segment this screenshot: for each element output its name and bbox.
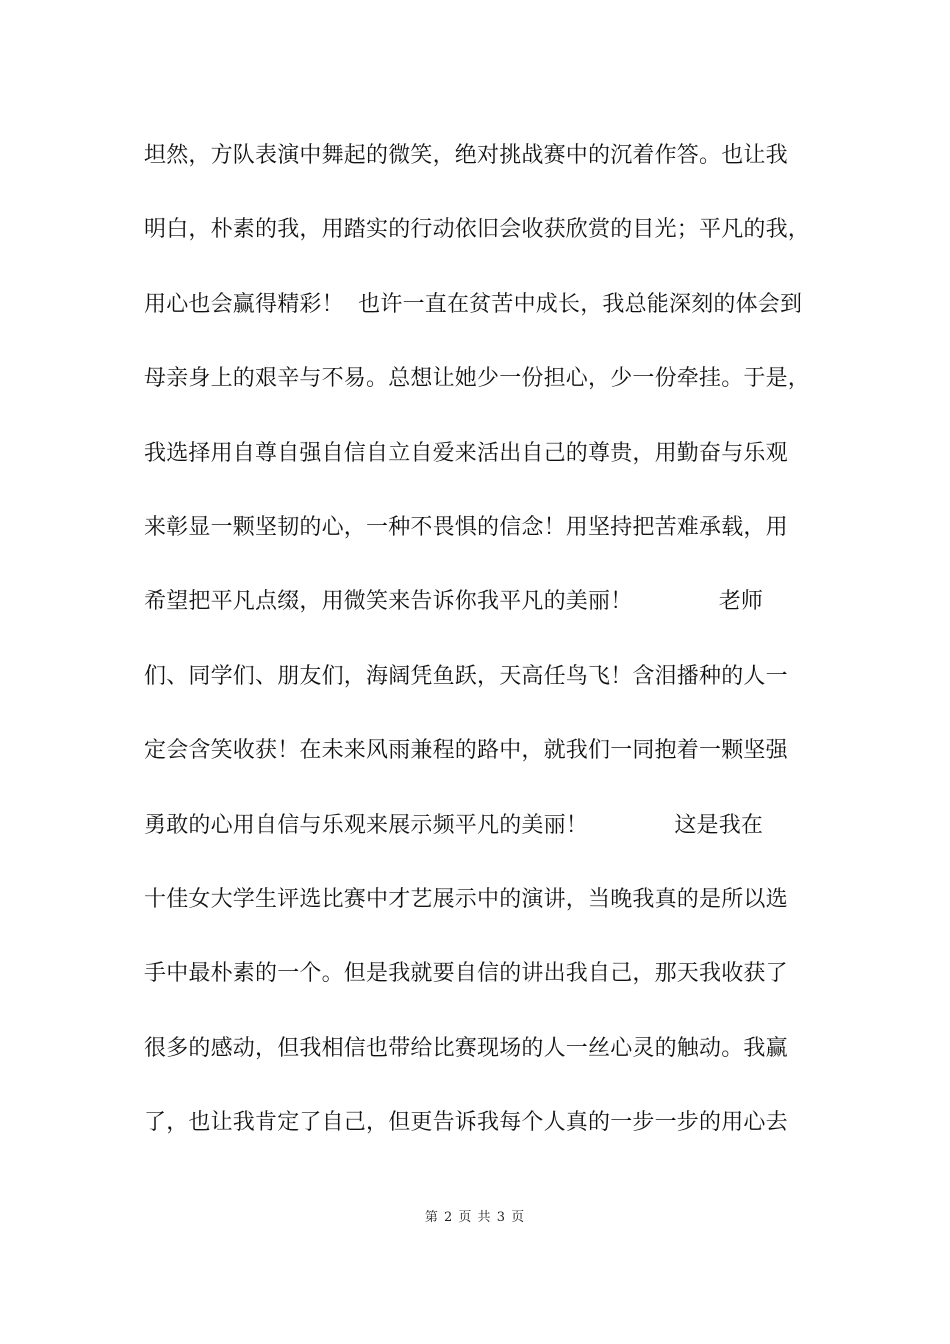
text-line: 母亲身上的艰辛与不易。总想让她少一份担心，少一份牵挂。于是， [144, 366, 811, 392]
text-line: 很多的感动，但我相信也带给比赛现场的人一丝心灵的触动。我赢 [144, 1035, 788, 1061]
text-line: 手中最朴素的一个。但是我就要自信的讲出我自己，那天我收获了 [144, 961, 788, 987]
body-text [144, 138, 824, 1179]
page-footer: 第 2 页 共 3 页 [424, 1210, 526, 1225]
text-line: 用心也会赢得精彩！ 也许一直在贫苦中成长，我总能深刻的体会到 [144, 291, 803, 317]
text-line: 们、同学们、朋友们，海阔凭鱼跃，天高任鸟飞！含泪播种的人一 [144, 663, 788, 689]
text-line: 坦然，方队表演中舞起的微笑，绝对挑战赛中的沉着作答。也让我 [144, 143, 788, 168]
text-line: 定会含笑收获！在未来风雨兼程的路中，就我们一同抱着一颗坚强 [144, 738, 788, 764]
text-line: 来彰显一颗坚韧的心，一种不畏惧的信念！用坚持把苦难承载，用 [144, 514, 788, 540]
text-line: 明白，朴素的我，用踏实的行动依旧会收获欣赏的目光；平凡的我， [144, 217, 811, 243]
text-line: 希望把平凡点缀，用微笑来告诉你我平凡的美丽！ 老师 [144, 589, 764, 615]
text-line: 勇敢的心用自信与乐观来展示频平凡的美丽！ 这是我在 [144, 812, 764, 838]
text-line: 十佳女大学生评选比赛中才艺展示中的演讲，当晚我真的是所以选 [144, 886, 788, 912]
text-line: 我选择用自尊自强自信自立自爱来活出自己的尊贵，用勤奋与乐观 [144, 440, 788, 466]
text-line: 了，也让我肯定了自己，但更告诉我每个人真的一步一步的用心去 [144, 1110, 788, 1136]
